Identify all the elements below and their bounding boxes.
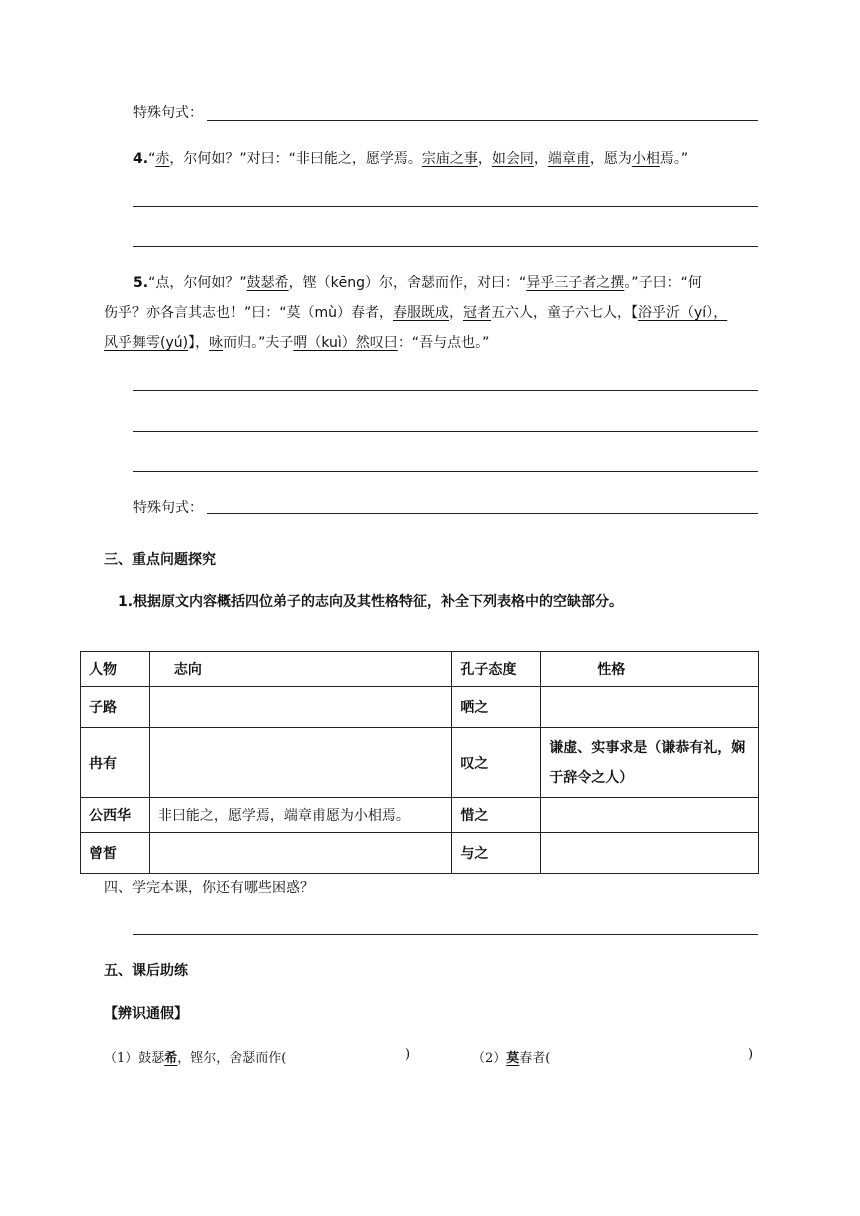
answer-line[interactable]	[207, 513, 758, 514]
text-run: 焉。”	[659, 151, 689, 167]
underlined-phrase: 冠者	[463, 305, 492, 321]
special-sentence-label-2: 特殊句式：	[133, 500, 203, 516]
underlined-phrase: 春服既成	[393, 305, 450, 321]
fill-item-2-close: )	[748, 1047, 754, 1062]
target-char: 希	[164, 1051, 178, 1066]
text-run: ，愿为	[589, 151, 632, 167]
fill-item-2: （2）莫春者(	[472, 1051, 551, 1066]
text-run: ，	[533, 151, 548, 167]
underlined-phrase: 喟（kuì）然叹曰	[293, 335, 398, 351]
cell-attitude: 与之	[452, 833, 541, 874]
table-row	[81, 687, 759, 728]
fill-item-1-blank[interactable]	[310, 1046, 402, 1066]
text-run: ，	[477, 151, 492, 167]
underlined-phrase: 端章甫	[547, 151, 590, 167]
cell-attitude: 叹之	[452, 728, 541, 798]
question-number: 5.	[133, 275, 149, 291]
cell-trait: 谦虚、实事求是（谦恭有礼，娴于辞令之人）	[541, 728, 759, 798]
text-run: “	[148, 151, 156, 167]
cell-person: 冉有	[81, 728, 150, 798]
question-text	[104, 305, 727, 321]
underlined-phrase: 如会同	[491, 151, 534, 167]
underlined-phrase: 风乎舞雩(yú)	[104, 335, 189, 351]
question-text	[148, 151, 688, 167]
text-run: 五六人，童子六七人，【	[491, 305, 639, 321]
fill-item-1: （1）鼓瑟希，铿尔，舍瑟而作(	[104, 1051, 287, 1066]
underlined-phrase: 异乎三子者之撰	[526, 275, 625, 291]
section-4-title: 四、学完本课，你还有哪些困惑？	[104, 880, 314, 896]
answer-line[interactable]	[133, 471, 758, 472]
underlined-phrase: 鼓瑟希	[246, 275, 289, 291]
special-sentence-label-1: 特殊句式：	[133, 105, 203, 121]
cell-attitude: 惜之	[452, 798, 541, 833]
table-header-row	[81, 652, 759, 687]
fill-item-1-close: )	[405, 1047, 411, 1062]
cell-attitude: 哂之	[452, 687, 541, 728]
cell-person: 子路	[81, 687, 150, 728]
disciples-table	[80, 651, 759, 874]
cell-aim: 非曰能之，愿学焉，端章甫愿为小相焉。	[149, 798, 451, 833]
question-5-line-3	[104, 332, 489, 352]
underlined-phrase: 浴乎沂（yí），	[638, 305, 728, 321]
text-run: ，铿（kēng）尔，舍瑟而作，对曰：“	[288, 275, 527, 291]
cell-aim[interactable]	[149, 687, 451, 728]
answer-line[interactable]	[133, 246, 758, 247]
question-number: 4.	[133, 151, 149, 167]
answer-line[interactable]	[133, 390, 758, 391]
section-5-title: 五、课后助练	[104, 963, 188, 979]
text-run: 】，	[188, 335, 210, 351]
section-3-title: 三、重点问题探究	[104, 552, 216, 568]
subsection-title: 【辨识通假】	[104, 1006, 188, 1022]
header-person: 人物	[81, 652, 150, 687]
cell-trait[interactable]	[541, 833, 759, 874]
question-3-1: 1.根据原文内容概括四位弟子的志向及其性格特征，补全下列表格中的空缺部分。	[118, 594, 624, 610]
cell-person: 曾皙	[81, 833, 150, 874]
fill-item-2-blank[interactable]	[565, 1046, 745, 1066]
question-4	[133, 148, 688, 168]
question-5-line-2	[104, 302, 727, 322]
header-attitude: 孔子态度	[452, 652, 541, 687]
text-run: 。”子曰：“何	[624, 275, 702, 291]
cell-trait[interactable]	[541, 687, 759, 728]
answer-line[interactable]	[133, 206, 758, 207]
table-row	[81, 833, 759, 874]
text-run: ，	[449, 305, 464, 321]
cell-person: 公西华	[81, 798, 150, 833]
text-run: ，尔何如？”对曰：“非曰能之，愿学焉。	[169, 151, 422, 167]
underlined-phrase: 赤	[155, 151, 170, 167]
answer-line[interactable]	[133, 934, 758, 935]
answer-line[interactable]	[133, 431, 758, 432]
text-run: ：“吾与点也。”	[397, 335, 490, 351]
target-char: 莫	[506, 1051, 520, 1066]
cell-aim[interactable]	[149, 833, 451, 874]
cell-aim[interactable]	[149, 728, 451, 798]
answer-line[interactable]	[207, 120, 758, 121]
text-run: 伤乎？亦各言其志也！”曰：“莫（mù）春者，	[104, 305, 394, 321]
underlined-phrase: 咏	[209, 335, 224, 351]
underlined-phrase: 小相	[631, 151, 660, 167]
underlined-phrase: 宗庙之事	[421, 151, 478, 167]
text-run: 而归。”夫子	[223, 335, 294, 351]
question-text	[104, 335, 489, 351]
question-text	[148, 275, 702, 291]
question-5-line-1	[133, 272, 702, 292]
cell-trait[interactable]	[541, 798, 759, 833]
table-row	[81, 798, 759, 833]
table-row	[81, 728, 759, 798]
header-aim: 志向	[149, 652, 451, 687]
header-trait: 性格	[541, 652, 759, 687]
text-run: “点，尔何如？”	[148, 275, 247, 291]
